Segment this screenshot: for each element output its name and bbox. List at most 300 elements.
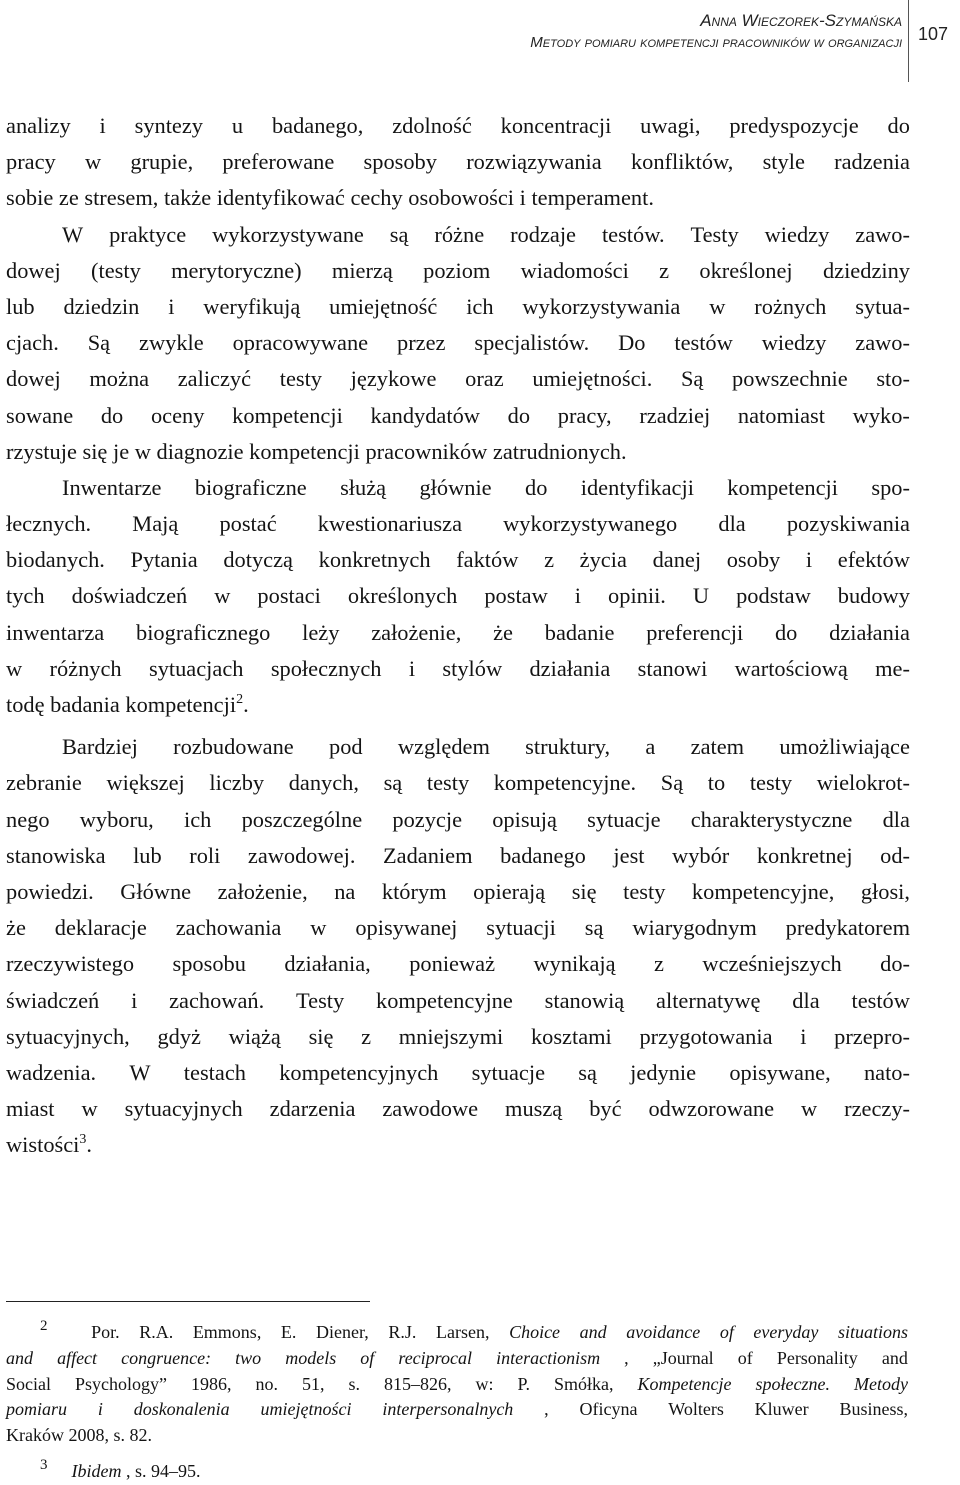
word: życia: [579, 547, 627, 573]
word: z: [659, 257, 670, 283]
word: zwykle: [139, 330, 204, 356]
word: i: [97, 1399, 103, 1420]
word: rodzaje: [510, 221, 576, 247]
word: 815–826,: [384, 1373, 452, 1394]
word: Pytania: [130, 547, 198, 573]
word: w: [134, 438, 157, 464]
word: merytoryczne): [171, 257, 302, 283]
text-line: [6, 838, 910, 874]
word: syntezy: [134, 113, 204, 138]
word: być: [589, 1096, 622, 1122]
word: Kluwer: [754, 1399, 809, 1420]
word: doświadczeń: [71, 583, 188, 609]
word: kompetencyjne: [376, 987, 513, 1013]
word: postać: [219, 511, 277, 537]
word: w: [6, 655, 23, 681]
word: dla: [792, 987, 820, 1013]
word: są: [383, 770, 403, 796]
text-line: [6, 1019, 910, 1055]
footnote-line: [6, 1372, 908, 1398]
word: Testy: [690, 221, 739, 247]
word: W: [129, 1059, 151, 1085]
word: zatrudnionych.: [492, 438, 627, 464]
word: affect: [57, 1347, 98, 1368]
word: w: [801, 1096, 818, 1122]
word: muszą: [505, 1096, 563, 1122]
footnote-gap: [6, 1449, 908, 1459]
word: of: [360, 1347, 375, 1368]
text-line: [6, 434, 910, 470]
word: ponieważ: [409, 951, 496, 977]
word: zdarzenia: [269, 1096, 356, 1122]
word: się: [82, 438, 113, 464]
word: „Journal: [652, 1347, 714, 1368]
text-line: [6, 1091, 910, 1127]
word: sposobu: [172, 951, 246, 977]
word: uwagi,: [640, 113, 701, 138]
word: głównie: [419, 474, 492, 500]
word: ze: [58, 185, 85, 211]
word: Inwentarze: [62, 474, 162, 500]
word: 51,: [302, 1373, 325, 1394]
word: Są: [87, 330, 111, 356]
word: kompetencyjne,: [691, 878, 835, 904]
word: powszechnie: [732, 366, 848, 392]
word: do: [774, 619, 798, 645]
body-text: [6, 108, 910, 1163]
word: Larsen,: [435, 1322, 490, 1342]
word: i: [519, 185, 532, 211]
word: w: [81, 1096, 98, 1122]
word: rzystuje: [6, 438, 83, 464]
text-line: [6, 687, 910, 723]
word: do: [525, 474, 548, 500]
word: wiarygodnym: [632, 915, 757, 941]
word: cechy: [350, 185, 409, 211]
word: językowe: [350, 366, 437, 392]
word: wykorzystywane: [212, 221, 364, 247]
text-line: [6, 615, 910, 651]
word: charakterystyczne: [690, 806, 853, 832]
text-line: [6, 946, 910, 982]
word: testy: [279, 366, 323, 392]
word: tych: [6, 583, 45, 609]
word: P.: [517, 1373, 531, 1394]
word: nato-: [863, 1059, 910, 1085]
word: wadzenia.: [6, 1059, 97, 1085]
word: Testy: [296, 987, 345, 1013]
text-line: [6, 578, 910, 614]
word: powiedzi.: [6, 878, 94, 904]
word: ,: [624, 1347, 629, 1368]
word: dla: [882, 806, 910, 832]
word: inwentarza: [6, 619, 105, 645]
word: lub: [133, 842, 162, 868]
word: wiedzy: [764, 221, 830, 247]
text-line: [6, 398, 910, 434]
word: kosztami: [530, 1023, 612, 1049]
word: Są: [660, 770, 684, 796]
word: i: [168, 293, 175, 319]
text-line: [6, 802, 910, 838]
word: and: [579, 1322, 607, 1342]
word: testów: [674, 330, 733, 356]
word: umiejętności.: [532, 366, 653, 392]
word: wistości$^3$.: [6, 1132, 93, 1158]
word: mniejszymi: [398, 1023, 504, 1049]
footnote-marker: 3: [40, 1456, 48, 1473]
word: avoidance: [626, 1322, 701, 1342]
word: zawo-: [855, 330, 910, 356]
word: wiążą: [228, 1023, 281, 1049]
word: przepro-: [834, 1023, 910, 1049]
word: stylów: [442, 655, 503, 681]
word: społeczne.: [755, 1373, 830, 1394]
word: oraz: [465, 366, 504, 392]
word: analizy: [6, 113, 71, 138]
word: rozbudowane: [173, 734, 294, 760]
word: zebranie: [6, 770, 82, 796]
word: R.J.: [388, 1322, 417, 1342]
word: s.: [134, 1460, 151, 1481]
word: liczby: [209, 770, 265, 796]
word: także: [163, 185, 217, 211]
word: kompetencyjnych: [279, 1059, 439, 1085]
word: roli: [189, 842, 221, 868]
word: natomiast: [737, 402, 825, 428]
word: jest: [613, 842, 645, 868]
word: do: [507, 402, 531, 428]
word: działania,: [284, 951, 371, 977]
word: działania: [829, 619, 910, 645]
word: temperament.: [531, 185, 654, 211]
word: Mają: [132, 511, 179, 537]
word: poziom: [423, 257, 491, 283]
word: w: [310, 915, 327, 941]
word: Wolters: [668, 1399, 724, 1420]
word: przez: [397, 330, 446, 356]
word: Oficyna: [579, 1399, 638, 1420]
word: reciprocal: [398, 1347, 473, 1368]
word: 2008,: [68, 1425, 114, 1446]
word: and: [881, 1347, 908, 1368]
word: preferowane: [222, 149, 335, 175]
word: two: [235, 1347, 262, 1368]
word: opinii.: [608, 583, 666, 609]
word: gdyż: [157, 1023, 201, 1049]
word: interpersonalnych: [382, 1399, 514, 1420]
word: większej: [106, 770, 185, 796]
word: predyspozycje: [729, 113, 859, 138]
word: głosi,: [860, 878, 910, 904]
word: sytuacyjnych: [124, 1096, 243, 1122]
word: danej: [652, 547, 702, 573]
text-line: [6, 729, 910, 765]
word: Smółka,: [554, 1373, 614, 1394]
word: wybór: [672, 842, 730, 868]
footnote-line: [6, 1346, 908, 1372]
word: Personality: [776, 1347, 858, 1368]
word: spo-: [871, 474, 910, 500]
word: pod: [329, 734, 363, 760]
word: się: [571, 878, 597, 904]
word: Zadaniem: [382, 842, 473, 868]
word: 94–95.: [151, 1460, 205, 1481]
word: odwzorowane: [648, 1096, 775, 1122]
word: testów: [851, 987, 910, 1013]
word: Choice: [509, 1322, 561, 1342]
word: of: [719, 1322, 734, 1342]
word: doskonalenia: [133, 1399, 230, 1420]
word: biograficzne: [194, 474, 307, 500]
word: kompetencji: [727, 474, 838, 500]
word: w: [84, 149, 102, 175]
text-line: [6, 910, 910, 946]
word: względem: [397, 734, 490, 760]
header-author: Anna Wieczorek-Szymańska: [700, 11, 902, 30]
word: sytua-: [855, 293, 910, 319]
footnote-line: [6, 1423, 908, 1449]
text-line: [6, 506, 910, 542]
word: Metody: [854, 1373, 908, 1394]
word: pomiaru: [6, 1399, 68, 1420]
word: badanie: [544, 619, 615, 645]
word: leży: [302, 619, 340, 645]
word: wiedzy: [761, 330, 827, 356]
word: models: [285, 1347, 337, 1368]
word: preferencji: [646, 619, 744, 645]
word: wykorzystywanego: [503, 511, 678, 537]
word: są: [389, 221, 409, 247]
text-line: [6, 144, 910, 180]
footnote-line: [6, 1320, 908, 1346]
word: zachowań.: [169, 987, 265, 1013]
word: radzenia: [834, 149, 910, 175]
word: się: [308, 1023, 334, 1049]
word: efektów: [837, 547, 910, 573]
text-line: [6, 1055, 910, 1091]
word: zawodowej.: [247, 842, 356, 868]
footnote-line: [6, 1397, 908, 1423]
word: dziedziny: [822, 257, 910, 283]
word: ,: [125, 1460, 135, 1481]
word: służą: [340, 474, 387, 500]
word: struktury,: [525, 734, 611, 760]
text-line: [6, 180, 910, 216]
footnote-reference[interactable]: 2: [236, 692, 244, 707]
word: dla: [718, 511, 746, 537]
word: lub: [6, 293, 35, 319]
word: opisywanej: [355, 915, 458, 941]
word: są: [584, 915, 604, 941]
word: weryfikują: [203, 293, 301, 319]
text-line: [6, 289, 910, 325]
word: mierzą: [331, 257, 393, 283]
word: testy: [426, 770, 470, 796]
word: situations: [837, 1322, 908, 1342]
word: określonych: [347, 583, 458, 609]
word: testy: [749, 770, 793, 796]
word: a: [645, 734, 656, 760]
word: U: [692, 583, 710, 609]
word: stresem,: [84, 185, 164, 211]
word: łecznych.: [6, 511, 92, 537]
word: do: [887, 113, 910, 138]
word: kwestionariusza: [317, 511, 463, 537]
text-line: [6, 1127, 910, 1163]
word: poszczególne: [241, 806, 363, 832]
word: ,: [544, 1399, 549, 1420]
text-line: [6, 361, 910, 397]
page-number: 107: [918, 24, 949, 44]
word: u: [231, 113, 244, 138]
word: s.: [113, 1425, 130, 1446]
word: biograficznego: [136, 619, 271, 645]
word: społecznych: [270, 655, 382, 681]
word: budowy: [837, 583, 910, 609]
word: w:: [475, 1373, 494, 1394]
word: i: [800, 1023, 807, 1049]
word: testy: [623, 878, 666, 904]
word: z: [654, 951, 664, 977]
word: można: [89, 366, 150, 392]
word: wyboru,: [79, 806, 154, 832]
word: everyday: [753, 1322, 819, 1342]
word: (testy: [91, 257, 141, 283]
word: pracy,: [557, 402, 612, 428]
word: 82.: [129, 1425, 157, 1446]
word: sobie: [6, 185, 59, 211]
word: i: [805, 547, 813, 573]
word: pozyskiwania: [786, 511, 910, 537]
word: rzadziej: [639, 402, 711, 428]
word: praktyce: [109, 221, 187, 247]
word: różnych: [49, 655, 122, 681]
word: w: [709, 293, 726, 319]
word: przygotowania: [639, 1023, 773, 1049]
word: kompetencji: [232, 402, 343, 428]
word: miast: [6, 1096, 55, 1122]
word: zachowania: [175, 915, 282, 941]
word: którym: [381, 878, 447, 904]
word: umożliwiające: [779, 734, 910, 760]
word: ich: [183, 806, 212, 832]
word: sowane: [6, 402, 74, 428]
word: do: [100, 402, 124, 428]
word: specjalistów.: [474, 330, 590, 356]
word: wyko-: [852, 402, 910, 428]
footnote-marker: 2: [40, 1318, 48, 1334]
word: dowej: [6, 257, 61, 283]
word: Do: [618, 330, 646, 356]
word: wynikają: [533, 951, 616, 977]
word: Są: [680, 366, 704, 392]
word: konfliktów,: [630, 149, 734, 175]
word: pracowników: [365, 438, 493, 464]
footnote-separator: [6, 1301, 370, 1302]
word: nego: [6, 806, 50, 832]
word: zatem: [690, 734, 745, 760]
word: dziedzin: [63, 293, 140, 319]
word: wartościową: [734, 655, 848, 681]
word: todę: [6, 692, 51, 717]
text-line: [6, 470, 910, 506]
word: congruence:: [121, 1347, 212, 1368]
word: osoby: [726, 547, 781, 573]
word: identyfikacji: [580, 474, 694, 500]
word: wiadomości: [520, 257, 629, 283]
word: podstaw: [736, 583, 811, 609]
word: umiejętność: [329, 293, 438, 319]
word: Ibidem: [71, 1460, 126, 1481]
word: jedynie: [630, 1059, 697, 1085]
word: testach: [183, 1059, 246, 1085]
word: no.: [255, 1373, 278, 1394]
word: kompetencyjne.: [493, 770, 637, 796]
word: interactionism: [496, 1347, 601, 1368]
word: ich: [466, 293, 494, 319]
word: 1986,: [191, 1373, 232, 1394]
word: dowej: [6, 366, 61, 392]
word: konkretnych: [318, 547, 431, 573]
text-line: [6, 108, 910, 144]
word: działania: [529, 655, 611, 681]
word: od-: [880, 842, 910, 868]
word: rzeczywistego: [6, 951, 135, 977]
word: kompetencji: [249, 438, 366, 464]
word: sytuacje: [471, 1059, 546, 1085]
word: postaw: [484, 583, 548, 609]
word: kompetencji$^2$.: [125, 692, 249, 717]
word: różne: [434, 221, 485, 247]
text-line: [6, 874, 910, 910]
word: umiejętności: [260, 1399, 352, 1420]
word: alternatywę: [656, 987, 761, 1013]
word: Główne: [120, 878, 192, 904]
word: sytuacje: [587, 806, 661, 832]
word: konkretnej: [756, 842, 853, 868]
word: stanowią: [544, 987, 625, 1013]
word: danych,: [288, 770, 359, 796]
word: opracowywane: [232, 330, 369, 356]
word: badanego: [500, 842, 586, 868]
word: rożnych: [754, 293, 827, 319]
word: grupie,: [130, 149, 194, 175]
footnotes: [6, 1320, 908, 1485]
word: Psychology”: [75, 1373, 167, 1394]
word: stanowi: [637, 655, 708, 681]
word: Business,: [839, 1399, 908, 1420]
word: badanego,: [271, 113, 364, 138]
word: biodanych.: [6, 547, 105, 573]
word: style: [762, 149, 805, 175]
word: że: [493, 619, 513, 645]
word: stanowiska: [6, 842, 106, 868]
word: rzeczy-: [844, 1096, 910, 1122]
footnote-reference[interactable]: 3: [79, 1132, 87, 1148]
word: osobowości: [408, 185, 520, 211]
word: Kraków: [6, 1425, 69, 1446]
word: W: [62, 221, 84, 247]
header-title: Metody pomiaru kompetencji pracowników w organizacji: [530, 34, 902, 51]
word: że: [6, 915, 26, 941]
word: Bardziej: [62, 734, 138, 760]
word: z: [361, 1023, 372, 1049]
word: określonej: [699, 257, 793, 283]
running-header: [530, 10, 902, 54]
word: deklaracje: [54, 915, 147, 941]
word: Kompetencje: [637, 1373, 732, 1394]
